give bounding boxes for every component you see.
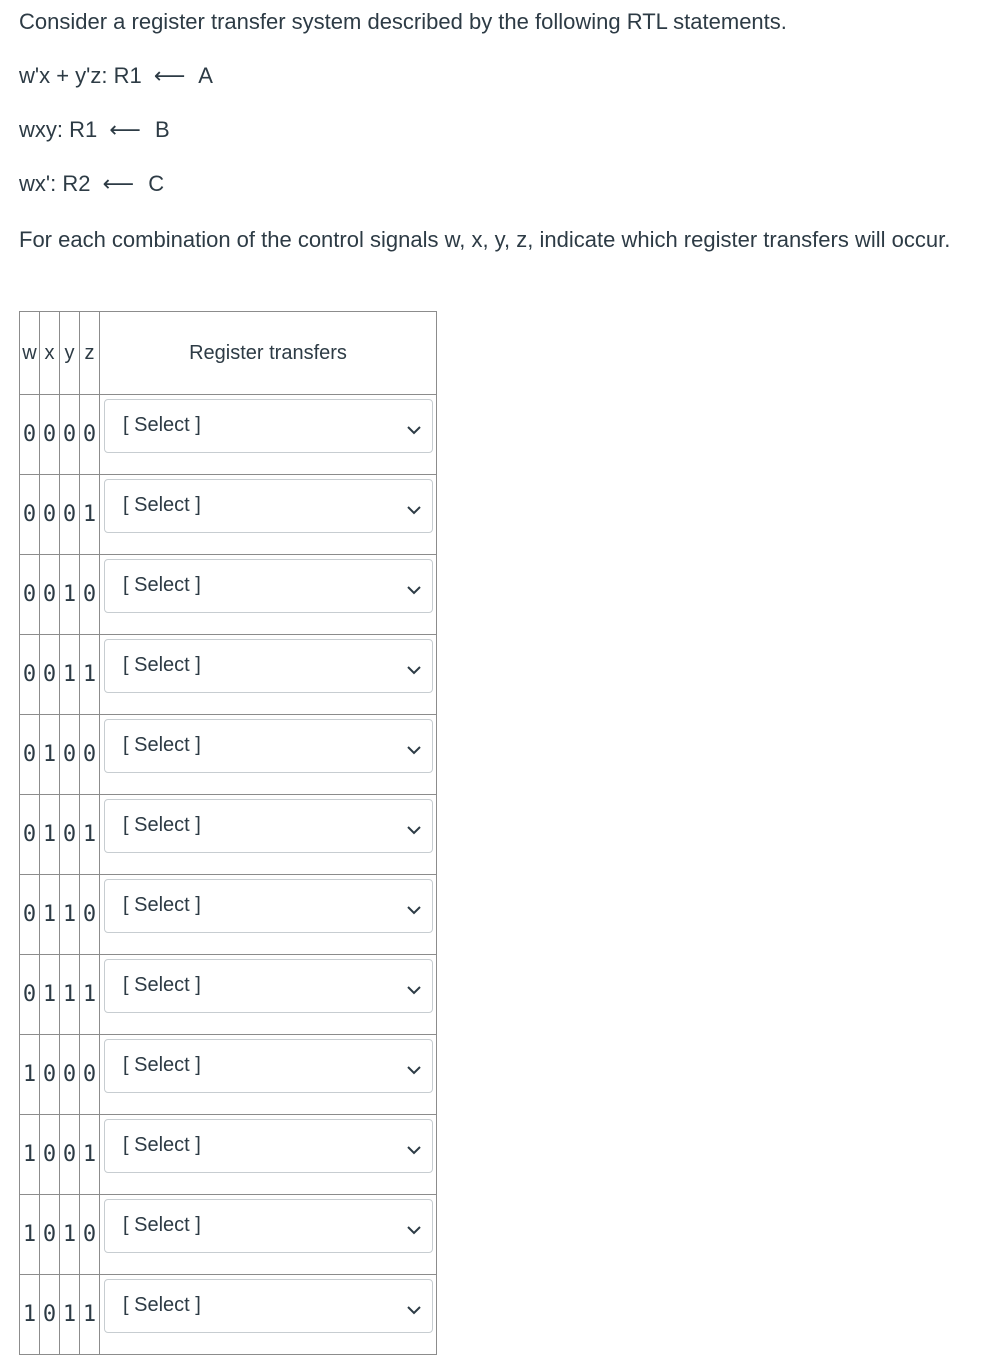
rtl-condition: w'x + y'z: R1 bbox=[19, 63, 142, 88]
table-row bbox=[20, 875, 437, 955]
chevron-down-icon bbox=[406, 1224, 422, 1236]
left-arrow-icon: ⟵ bbox=[102, 172, 135, 197]
bit-w: 0 bbox=[20, 635, 40, 715]
bit-x: 0 bbox=[40, 395, 60, 475]
bit-w: 1 bbox=[20, 1195, 40, 1275]
bit-y: 1 bbox=[60, 555, 80, 635]
bit-x: 1 bbox=[40, 875, 60, 955]
bit-y: 1 bbox=[60, 1275, 80, 1355]
bit-y: 0 bbox=[60, 795, 80, 875]
bit-y: 1 bbox=[60, 635, 80, 715]
bit-z: 0 bbox=[80, 875, 100, 955]
bit-y: 1 bbox=[60, 955, 80, 1035]
transfer-cell bbox=[100, 1115, 437, 1195]
bit-w: 0 bbox=[20, 955, 40, 1035]
bit-w: 1 bbox=[20, 1035, 40, 1115]
rtl-source: A bbox=[198, 63, 213, 88]
bit-y: 1 bbox=[60, 1195, 80, 1275]
bit-x: 1 bbox=[40, 955, 60, 1035]
rtl-source: C bbox=[148, 171, 165, 196]
bit-w: 0 bbox=[20, 395, 40, 475]
bit-z: 1 bbox=[80, 1115, 100, 1195]
chevron-down-icon bbox=[406, 1064, 422, 1076]
bit-z: 1 bbox=[80, 1275, 100, 1355]
header-x: x bbox=[40, 312, 60, 395]
transfer-cell bbox=[100, 795, 437, 875]
bit-w: 0 bbox=[20, 555, 40, 635]
bit-x: 0 bbox=[40, 1035, 60, 1115]
register-transfer-select[interactable] bbox=[104, 1119, 433, 1173]
transfer-cell bbox=[100, 475, 437, 555]
select-value: [ Select ] bbox=[123, 1214, 201, 1236]
register-transfer-select[interactable] bbox=[104, 959, 433, 1013]
bit-z: 1 bbox=[80, 955, 100, 1035]
select-value: [ Select ] bbox=[123, 414, 201, 436]
bit-y: 0 bbox=[60, 475, 80, 555]
question-instruction: For each combination of the control signals w, x, y, z, indicate which register transfers will occur. bbox=[19, 227, 951, 252]
bit-w: 0 bbox=[20, 475, 40, 555]
bit-x: 0 bbox=[40, 1115, 60, 1195]
header-y: y bbox=[60, 312, 80, 395]
bit-x: 0 bbox=[40, 555, 60, 635]
register-transfer-select[interactable] bbox=[104, 879, 433, 933]
select-value: [ Select ] bbox=[123, 734, 201, 756]
select-value: [ Select ] bbox=[123, 654, 201, 676]
table-row bbox=[20, 1275, 437, 1355]
bit-z: 1 bbox=[80, 635, 100, 715]
bit-y: 0 bbox=[60, 1035, 80, 1115]
transfer-table bbox=[19, 311, 437, 1355]
select-value: [ Select ] bbox=[123, 1054, 201, 1076]
transfer-cell bbox=[100, 715, 437, 795]
bit-w: 1 bbox=[20, 1115, 40, 1195]
bit-x: 0 bbox=[40, 475, 60, 555]
transfer-cell bbox=[100, 875, 437, 955]
register-transfer-select[interactable] bbox=[104, 1279, 433, 1333]
transfer-cell bbox=[100, 635, 437, 715]
bit-z: 0 bbox=[80, 1035, 100, 1115]
bit-x: 1 bbox=[40, 715, 60, 795]
chevron-down-icon bbox=[406, 984, 422, 996]
question-intro: Consider a register transfer system described by the following RTL statements. bbox=[19, 9, 787, 34]
select-value: [ Select ] bbox=[123, 974, 201, 996]
bit-z: 1 bbox=[80, 475, 100, 555]
table-row bbox=[20, 395, 437, 475]
table-row bbox=[20, 555, 437, 635]
left-arrow-icon: ⟵ bbox=[109, 118, 141, 143]
select-value: [ Select ] bbox=[123, 814, 201, 836]
bit-w: 1 bbox=[20, 1275, 40, 1355]
table-row bbox=[20, 715, 437, 795]
chevron-down-icon bbox=[406, 424, 422, 436]
register-transfer-select[interactable] bbox=[104, 1039, 433, 1093]
bit-w: 0 bbox=[20, 795, 40, 875]
header-register-transfers: Register transfers bbox=[100, 312, 437, 395]
bit-x: 0 bbox=[40, 635, 60, 715]
left-arrow-icon: ⟵ bbox=[153, 64, 186, 89]
chevron-down-icon bbox=[406, 1304, 422, 1316]
rtl-condition: wx': R2 bbox=[19, 171, 91, 196]
bit-w: 0 bbox=[20, 875, 40, 955]
register-transfer-select[interactable] bbox=[104, 479, 433, 533]
bit-z: 0 bbox=[80, 555, 100, 635]
table-row bbox=[20, 1115, 437, 1195]
chevron-down-icon bbox=[406, 824, 422, 836]
register-transfer-select[interactable] bbox=[104, 1199, 433, 1253]
register-transfer-select[interactable] bbox=[104, 399, 433, 453]
table-row bbox=[20, 1195, 437, 1275]
bit-y: 1 bbox=[60, 875, 80, 955]
select-value: [ Select ] bbox=[123, 494, 201, 516]
select-value: [ Select ] bbox=[123, 1294, 201, 1316]
bit-z: 0 bbox=[80, 1195, 100, 1275]
header-z: z bbox=[80, 312, 100, 395]
rtl-statement-3 bbox=[19, 169, 164, 200]
table-row bbox=[20, 475, 437, 555]
chevron-down-icon bbox=[406, 504, 422, 516]
bit-y: 0 bbox=[60, 395, 80, 475]
bit-z: 0 bbox=[80, 395, 100, 475]
select-value: [ Select ] bbox=[123, 894, 201, 916]
transfer-cell bbox=[100, 955, 437, 1035]
rtl-source: B bbox=[155, 117, 170, 142]
bit-z: 1 bbox=[80, 795, 100, 875]
bit-x: 0 bbox=[40, 1275, 60, 1355]
chevron-down-icon bbox=[406, 904, 422, 916]
transfer-cell bbox=[100, 1195, 437, 1275]
select-value: [ Select ] bbox=[123, 1134, 201, 1156]
table-row bbox=[20, 1035, 437, 1115]
bit-x: 1 bbox=[40, 795, 60, 875]
bit-w: 0 bbox=[20, 715, 40, 795]
select-value: [ Select ] bbox=[123, 574, 201, 596]
table-row bbox=[20, 795, 437, 875]
transfer-cell bbox=[100, 1035, 437, 1115]
table-row bbox=[20, 955, 437, 1035]
table-row bbox=[20, 635, 437, 715]
transfer-cell bbox=[100, 1275, 437, 1355]
chevron-down-icon bbox=[406, 744, 422, 756]
bit-y: 0 bbox=[60, 715, 80, 795]
table-header-row bbox=[20, 312, 437, 395]
register-transfer-select[interactable] bbox=[104, 639, 433, 693]
bit-y: 0 bbox=[60, 1115, 80, 1195]
register-transfer-select[interactable] bbox=[104, 799, 433, 853]
chevron-down-icon bbox=[406, 664, 422, 676]
bit-x: 0 bbox=[40, 1195, 60, 1275]
register-transfer-select[interactable] bbox=[104, 719, 433, 773]
rtl-statement-1 bbox=[19, 61, 213, 92]
register-transfer-select[interactable] bbox=[104, 559, 433, 613]
transfer-cell bbox=[100, 555, 437, 635]
rtl-condition: wxy: R1 bbox=[19, 117, 98, 142]
rtl-statement-2 bbox=[19, 115, 170, 146]
chevron-down-icon bbox=[406, 1144, 422, 1156]
transfer-cell bbox=[100, 395, 437, 475]
header-w: w bbox=[20, 312, 40, 395]
chevron-down-icon bbox=[406, 584, 422, 596]
bit-z: 0 bbox=[80, 715, 100, 795]
